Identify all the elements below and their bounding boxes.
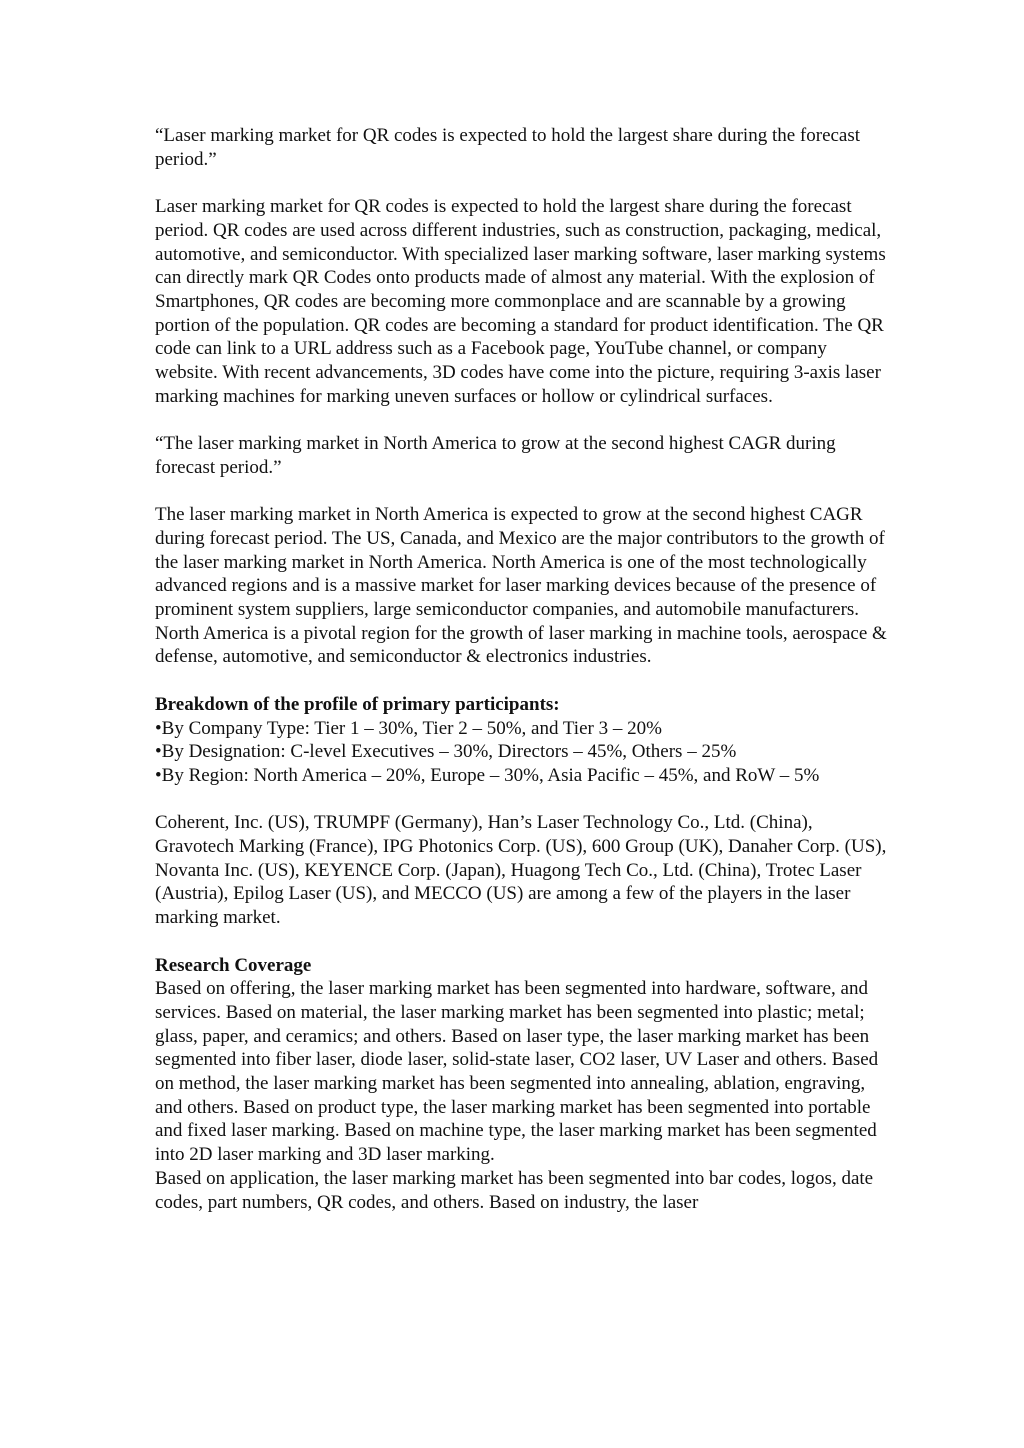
- paragraph-gap: [155, 788, 890, 812]
- players-paragraph: Coherent, Inc. (US), TRUMPF (Germany), Han’s Laser Technology Co., Ltd. (China), Gravotech Marking (France), IPG Photonics Corp. (US), 600 Group (UK), Danaher Corp. (US), Novanta Inc. (US), KEYENCE Corp. (Japan), Huagong Tech Co., Ltd. (China), Trotec Laser (Austria), Epilog Laser (US), and MECCO (US) are among a few of the players in the laser marking market.: [155, 812, 887, 929]
- north-america-quote: “The laser marking market in North America to grow at the second highest CAGR during forecast period.”: [155, 433, 836, 478]
- application-paragraph: Based on application, the laser marking market has been segmented into bar codes, logos, date codes, part numbers, QR codes, and others. Based on industry, the laser: [155, 1167, 874, 1213]
- research-coverage-heading: Research Coverage: [155, 954, 312, 976]
- breakdown-item-region: •By Region: North America – 20%, Europe – 30%, Asia Pacific – 45%, and RoW – 5%: [155, 764, 820, 786]
- research-coverage-paragraph: Based on offering, the laser marking market has been segmented into hardware, software, and services. Based on material, the laser marking market has been segmented into plastic; metal; glass, paper, and ceramics; and others. Based on laser type, the laser marking market has been segmented into fiber laser, diode laser, solid-state laser, CO2 laser, UV Laser and others. Based on method, the laser marking market has been segmented into annealing, ablation, engraving, and others. Based on product type, the laser marking market has been segmented into portable and fixed laser marking. Based on machine type, the laser marking market has been segmented into 2D laser marking and 3D laser marking.: [155, 978, 879, 1166]
- paragraph-gap: [155, 930, 890, 954]
- paragraph-gap: [155, 669, 890, 693]
- qr-codes-paragraph: Laser marking market for QR codes is expected to hold the largest share during the forecast period. QR codes are used across different industries, such as construction, packaging, medical, automotive, and semiconductor. With specialized laser marking software, laser marking systems can directly mark QR Codes onto products made of almost any material. With the explosion of Smartphones, QR codes are becoming more commonplace and are scannable by a growing portion of the population. QR codes are becoming a standard for product identification. The QR code can link to a URL address such as a Facebook page, YouTube channel, or company website. With recent advancements, 3D codes have come into the picture, requiring 3-axis laser marking machines for marking uneven surfaces or hollow or cylindrical surfaces.: [155, 196, 886, 407]
- document-page: [155, 124, 890, 1214]
- paragraph-gap: [155, 408, 890, 432]
- north-america-paragraph: The laser marking market in North America is expected to grow at the second highest CAGR during forecast period. The US, Canada, and Mexico are the major contributors to the growth of the laser marking market in North America. North America is one of the most technologically advanced regions and is a massive market for laser marking devices because of the presence of prominent system suppliers, large semiconductor companies, and automobile manufacturers. North America is a pivotal region for the growth of laser marking in machine tools, aerospace & defense, automotive, and semiconductor & electronics industries.: [155, 504, 887, 668]
- paragraph-gap: [155, 480, 890, 504]
- breakdown-item-designation: •By Designation: C-level Executives – 30%, Directors – 45%, Others – 25%: [155, 741, 737, 763]
- breakdown-heading: Breakdown of the profile of primary participants:: [155, 693, 560, 715]
- paragraph-gap: [155, 171, 890, 195]
- breakdown-item-company-type: •By Company Type: Tier 1 – 30%, Tier 2 – 50%, and Tier 3 – 20%: [155, 717, 662, 739]
- qr-codes-quote: “Laser marking market for QR codes is expected to hold the largest share during the forecast period.”: [155, 125, 861, 170]
